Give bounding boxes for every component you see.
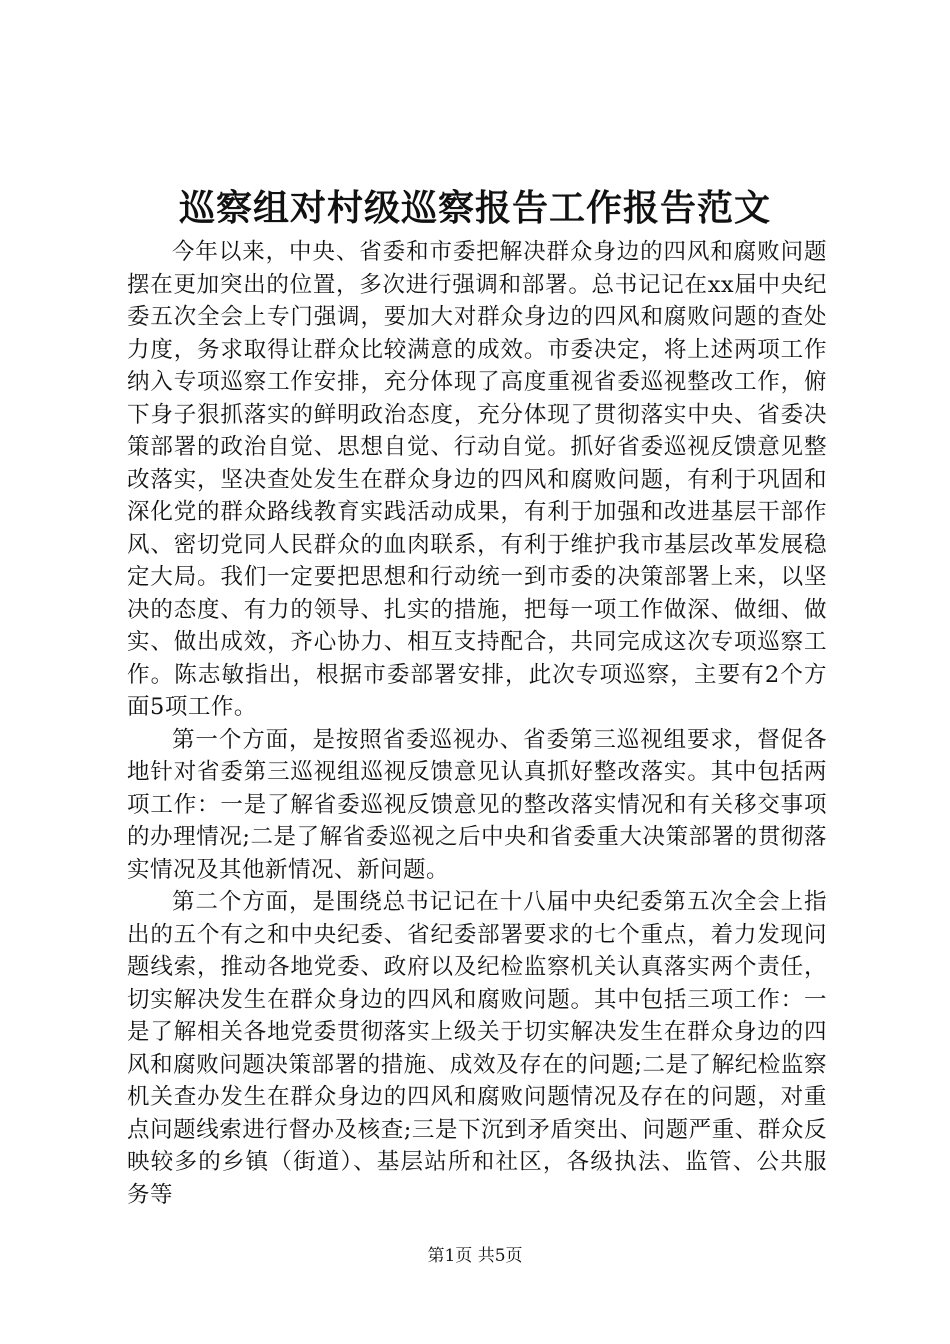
body-paragraph-1: 今年以来，中央、省委和市委把解决群众身边的四风和腐败问题摆在更加突出的位置，多次进行强调和部署。总书记记在xx届中央纪委五次全会上专门强调，要加大对群众身边的四风和腐败问题的查处力度，务求取得让群众比较满意的成效。市委决定，将上述两项工作纳入专项巡察工作安排，充分体现了高度重视省委巡视整改工作，俯下身子狠抓落实的鲜明政治态度，充分体现了贯彻落实中央、省委决策部署的政治自觉、思想自觉、行动自觉。抓好省委巡视反馈意见整改落实，坚决查处发生在群众身边的四风和腐败问题，有利于巩固和深化党的群众路线教育实践活动成果，有利于加强和改进基层干部作风、密切党同人民群众的血肉联系，有利于维护我市基层改革发展稳定大局。我们一定要把思想和行动统一到市委的决策部署上来，以坚决的态度、有力的领导、扎实的措施，把每一项工作做深、做细、做实、做出成效，齐心协力、相互支持配合，共同完成这次专项巡察工作。陈志敏指出，根据市委部署安排，此次专项巡察，主要有2个方面5项工作。: [127, 239, 827, 720]
body-paragraph-2: 第一个方面，是按照省委巡视办、省委第三巡视组要求，督促各地针对省委第三巡视组巡视反馈意见认真抓好整改落实。其中包括两项工作：一是了解省委巡视反馈意见的整改落实情况和有关移交事项的办理情况;二是了解省委巡视之后中央和省委重大决策部署的贯彻落实情况及其他新情况、新问题。: [127, 726, 827, 883]
document-body: [127, 236, 827, 1211]
page-number-footer: 第1页 共5页: [427, 1246, 523, 1266]
document-title: 巡察组对村级巡察报告工作报告范文: [178, 187, 771, 229]
body-paragraph-3: 第二个方面，是围绕总书记记在十八届中央纪委第五次全会上指出的五个有之和中央纪委、省纪委部署要求的七个重点，着力发现问题线索，推动各地党委、政府以及纪检监察机关认真落实两个责任，切实解决发生在群众身边的四风和腐败问题。其中包括三项工作：一是了解相关各地党委贯彻落实上级关于切实解决发生在群众身边的四风和腐败问题决策部署的措施、成效及存在的问题;二是了解纪检监察机关查办发生在群众身边的四风和腐败问题情况及存在的问题，对重点问题线索进行督办及核查;三是下沉到矛盾突出、问题严重、群众反映较多的乡镇（街道）、基层站所和社区，各级执法、监管、公共服务等: [127, 889, 827, 1208]
